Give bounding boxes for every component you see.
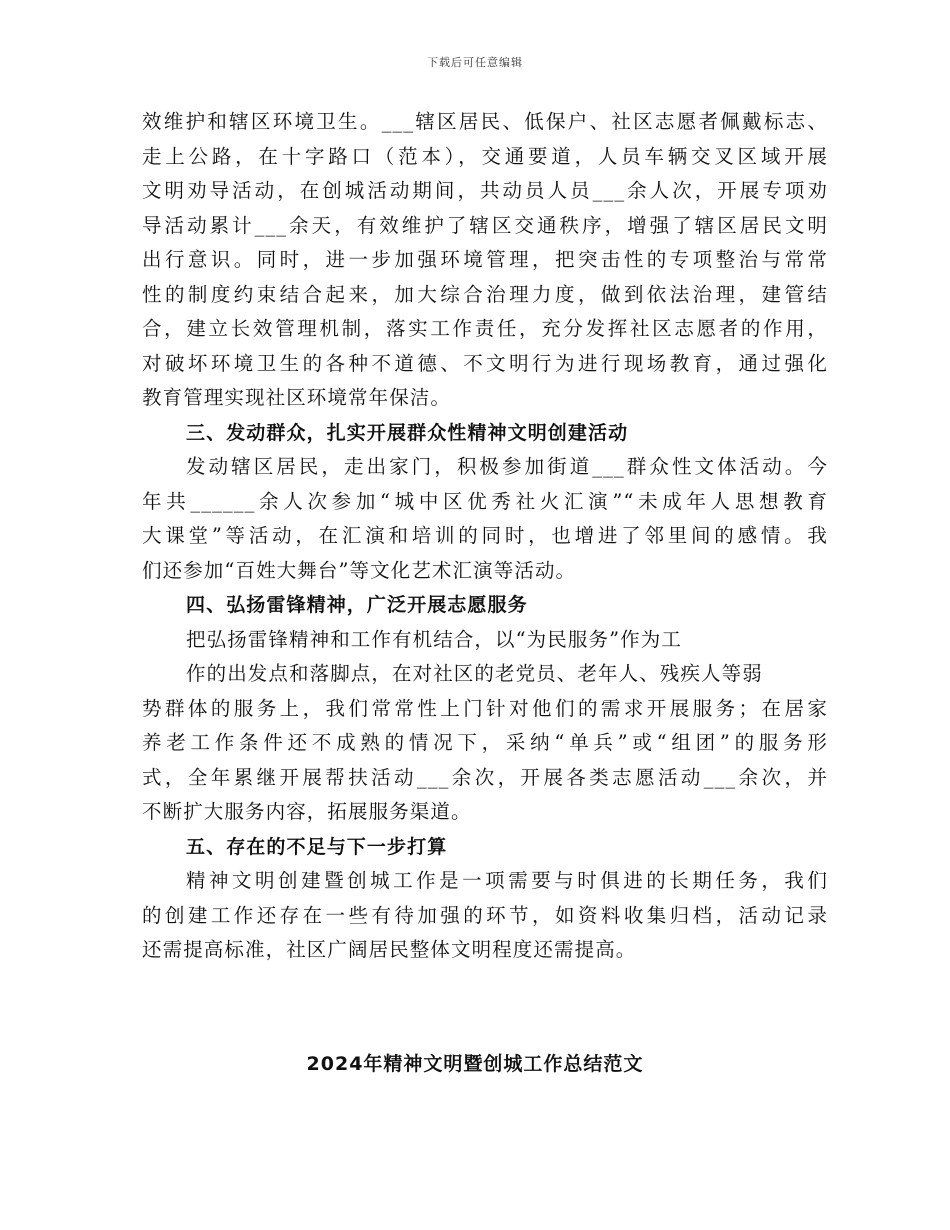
section-heading-3: 三、发动群众，扎实开展群众性精神文明创建活动 xyxy=(186,421,629,444)
body-line: 效维护和辖区环境卫生。___辖区居民、低保户、社区志愿者佩戴标志、 xyxy=(142,110,828,133)
section-heading-5: 五、存在的不足与下一步打算 xyxy=(186,835,448,858)
body-line: 文明劝导活动，在创城活动期间，共动员人员___余人次，开展专项劝 xyxy=(142,179,828,202)
body-line: 出行意识。同时，进一步加强环境管理，把突击性的专项整治与常常 xyxy=(142,248,828,271)
body-line: 式，全年累继开展帮扶活动___余次，开展各类志愿活动___余次，并 xyxy=(142,765,828,789)
body-line: 性的制度约束结合起来，加大综合治理力度，做到依法治理，建管结 xyxy=(142,282,828,306)
document-title: 2024年精神文明暨创城工作总结范文 xyxy=(306,1053,644,1075)
body-line: 对破坏环境卫生的各种不道德、不文明行为进行现场教育，通过强化 xyxy=(142,351,828,375)
body-line: 发动辖区居民，走出家门，积极参加街道___群众性文体活动。今 xyxy=(186,455,828,478)
body-line: 教育管理实现社区环境常年保洁。 xyxy=(142,386,452,409)
body-line: 把弘扬雷锋精神和工作有机结合，以“为民服务”作为工 xyxy=(186,627,682,651)
body-line: 走上公路，在十字路口（范本），交通要道，人员车辆交叉区域开展 xyxy=(142,144,828,168)
body-line: 的创建工作还存在一些有待加强的环节，如资料收集归档，活动记录 xyxy=(142,903,828,927)
body-line: 大课堂”等活动，在汇演和培训的同时，也增进了邻里间的感情。我 xyxy=(142,524,828,547)
body-line: 养老工作条件还不成熟的情况下，采纳“单兵”或“组团”的服务形 xyxy=(142,731,828,754)
body-line: 势群体的服务上，我们常常性上门针对他们的需求开展服务；在居家 xyxy=(142,696,828,720)
body-line: 年共______余人次参加“城中区优秀社火汇演”“未成年人思想教育 xyxy=(142,489,828,513)
body-line: 精神文明创建暨创城工作是一项需要与时俱进的长期任务，我们 xyxy=(186,869,828,892)
body-line: 还需提高标准，社区广阔居民整体文明程度还需提高。 xyxy=(142,938,637,961)
body-line: 合，建立长效管理机制，落实工作责任，充分发挥社区志愿者的作用， xyxy=(142,317,828,340)
body-line: 作的出发点和落脚点，在对社区的老党员、老年人、残疾人等弱 xyxy=(186,662,763,685)
section-heading-4: 四、弘扬雷锋精神，广泛开展志愿服务 xyxy=(186,594,528,616)
page-header-note: 下载后可任意编辑 xyxy=(427,56,523,69)
body-line: 导活动累计___余天，有效维护了辖区交通秩序，增强了辖区居民文明 xyxy=(142,213,828,237)
document-body xyxy=(142,105,828,968)
body-line: 不断扩大服务内容，拓展服务渠道。 xyxy=(142,800,472,823)
body-line: 们还参加“百姓大舞台”等文化艺术汇演等活动。 xyxy=(142,558,577,582)
